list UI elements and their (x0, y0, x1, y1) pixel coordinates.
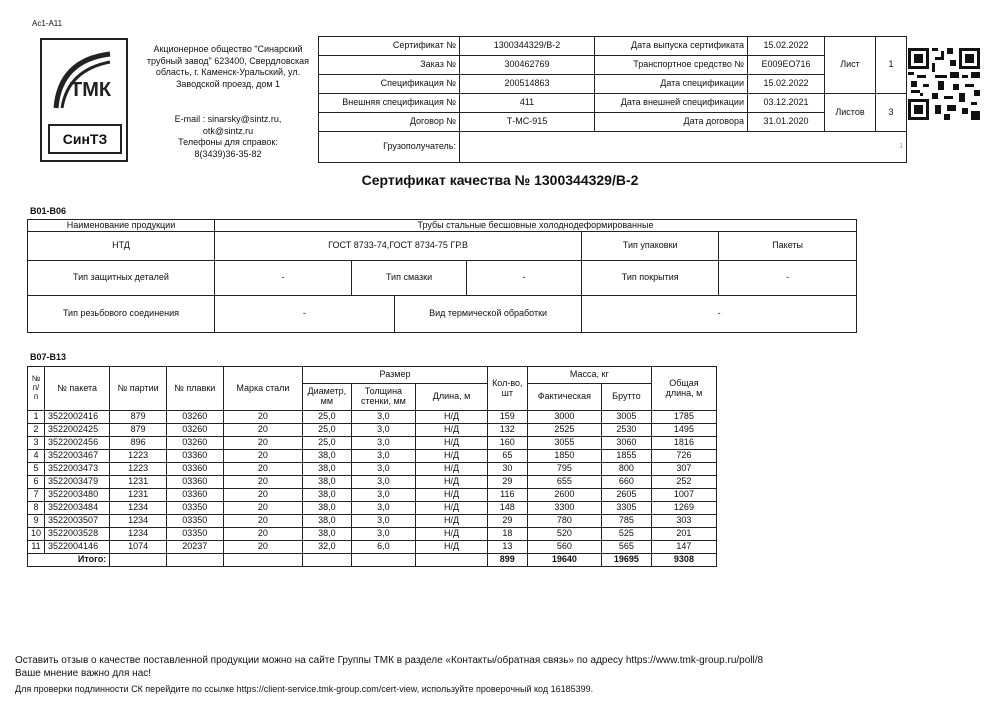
table-cell: 3522003480 (45, 489, 110, 502)
table-cell: 303 (651, 515, 716, 528)
table-cell: 6,0 (351, 541, 416, 554)
table-cell: 8 (28, 502, 45, 515)
table-cell: 520 (527, 528, 601, 541)
col-total-length: Общая длина, м (651, 367, 716, 411)
table-cell: 3,0 (351, 450, 416, 463)
table-cell: 03350 (166, 515, 223, 528)
table-cell: 2530 (601, 424, 651, 437)
thread-value: - (215, 296, 394, 332)
cert-no-value: 1300344329/В-2 (460, 37, 595, 56)
thread-subtable (215, 296, 581, 332)
table-cell: 3060 (601, 437, 651, 450)
thread-label: Тип резьбового соединения (28, 296, 215, 333)
cert-date-label: Дата выпуска сертификата (595, 37, 748, 56)
table-cell: 3,0 (351, 437, 416, 450)
grease-subtable (352, 261, 581, 295)
table-cell: 201 (651, 528, 716, 541)
table-cell: 1231 (110, 489, 167, 502)
table-cell: 3522002425 (45, 424, 110, 437)
table-cell: 147 (651, 541, 716, 554)
table-cell: Н/Д (416, 411, 488, 424)
table-cell: 3005 (601, 411, 651, 424)
table-cell: Н/Д (416, 502, 488, 515)
total-label: Итого: (28, 554, 110, 567)
footer-feedback: Оставить отзыв о качестве поставленной продукции можно на сайте Группы ТМК в разделе «Контакты/обратная связь» по адресу https://www.tmk-group.ru/poll/8 (15, 655, 764, 666)
contract-label: Договор № (319, 113, 460, 132)
table-cell: 159 (487, 411, 527, 424)
col-diameter: Диаметр, мм (303, 384, 351, 411)
footer-verify: Для проверки подлинности СК перейдите по ссылке https://client-service.tmk-group.com/cert-view, используйте проверочный код 16185399. (15, 684, 594, 694)
total-qty: 899 (487, 554, 527, 567)
heat-label: Вид термической обработки (429, 308, 548, 319)
company-logo (40, 38, 128, 162)
table-cell: Н/Д (416, 541, 488, 554)
company-address (140, 44, 316, 91)
table-cell: 7 (28, 489, 45, 502)
table-cell: 252 (651, 476, 716, 489)
certificate-header-table (318, 36, 907, 163)
contact-line: E-mail : sinarsky@sintz.ru, (174, 114, 282, 124)
table-cell: 795 (527, 463, 601, 476)
table-cell: 1231 (110, 476, 167, 489)
table-cell: 3305 (601, 502, 651, 515)
table-cell: 32,0 (303, 541, 351, 554)
table-cell: 38,0 (303, 515, 351, 528)
table-row (28, 437, 717, 450)
table-cell: 879 (110, 411, 167, 424)
table-cell: 1850 (527, 450, 601, 463)
table-cell: 116 (487, 489, 527, 502)
table-cell: 1 (28, 411, 45, 424)
table-cell: 3,0 (351, 424, 416, 437)
table-cell: 20 (223, 476, 302, 489)
table-cell: 2605 (601, 489, 651, 502)
table-cell: Н/Д (416, 424, 488, 437)
order-value: 300462769 (460, 56, 595, 75)
table-cell: 3300 (527, 502, 601, 515)
table-cell: 3522004146 (45, 541, 110, 554)
col-wall: Толщина стенки, мм (351, 384, 416, 411)
table-cell: 25,0 (303, 437, 351, 450)
table-cell: 800 (601, 463, 651, 476)
table-cell: 3522003507 (45, 515, 110, 528)
section2-code: В07-В13 (30, 352, 67, 362)
table-cell: 20 (223, 541, 302, 554)
table-cell: 726 (651, 450, 716, 463)
coat-label: Тип покрытия (582, 261, 719, 296)
table-cell: 38,0 (303, 476, 351, 489)
table-cell: 20 (223, 463, 302, 476)
spec-date-label: Дата спецификации (595, 75, 748, 94)
col-package: № пакета (45, 367, 110, 411)
table-cell: 03260 (166, 424, 223, 437)
table-cell: 03360 (166, 463, 223, 476)
vehicle-label: Транспортное средство № (595, 56, 748, 75)
sheet-label: Лист (825, 37, 876, 94)
table-cell: 38,0 (303, 450, 351, 463)
table-cell: 307 (651, 463, 716, 476)
table-cell: 3522002416 (45, 411, 110, 424)
table-cell: 25,0 (303, 411, 351, 424)
table-cell: 38,0 (303, 528, 351, 541)
table-cell: 03260 (166, 437, 223, 450)
product-name-label: Наименование продукции (28, 220, 215, 232)
batch-rows (28, 411, 717, 554)
cert-no-label: Сертификат № (319, 37, 460, 56)
footer-note: Ваше мнение важно для нас! (15, 668, 152, 679)
contact-line: Телефоны для справок: (178, 137, 278, 148)
table-cell: 20 (223, 411, 302, 424)
total-gross: 19695 (601, 554, 651, 567)
table-cell: 20 (223, 528, 302, 541)
table-cell: 65 (487, 450, 527, 463)
table-cell: 03360 (166, 450, 223, 463)
table-cell: 03350 (166, 528, 223, 541)
grease-label: Тип смазки (352, 261, 467, 295)
table-cell: Н/Д (416, 515, 488, 528)
table-row (28, 463, 717, 476)
table-cell: 20 (223, 515, 302, 528)
table-cell: 3522002456 (45, 437, 110, 450)
col-length: Длина, м (416, 384, 488, 411)
ntd-value: ГОСТ 8733-74,ГОСТ 8734-75 ГР.В (215, 232, 582, 261)
spec-value: 200514863 (460, 75, 595, 94)
table-cell: 20 (223, 502, 302, 515)
product-name: Трубы стальные бесшовные холоднодеформированные (215, 220, 857, 232)
table-row (28, 541, 717, 554)
contact-line: otk@sintz.ru (202, 125, 254, 136)
table-cell: 5 (28, 463, 45, 476)
table-cell: 148 (487, 502, 527, 515)
table-row (28, 450, 717, 463)
logo-top-text: ТМК (70, 79, 112, 101)
spec-label: Спецификация № (319, 75, 460, 94)
table-cell: 785 (601, 515, 651, 528)
table-cell: 6 (28, 476, 45, 489)
table-row (28, 424, 717, 437)
sheet-value: 1 (876, 37, 907, 94)
pack-type-label: Тип упаковки (582, 232, 719, 261)
table-cell: 3,0 (351, 476, 416, 489)
table-cell: 3,0 (351, 502, 416, 515)
col-mass-gross: Брутто (601, 384, 651, 411)
table-cell: 1234 (110, 502, 167, 515)
sheets-label: Листов (825, 94, 876, 132)
table-cell: 1223 (110, 463, 167, 476)
ext-spec-label: Внешняя спецификация № (319, 94, 460, 113)
table-cell: 3522003473 (45, 463, 110, 476)
col-melt: № плавки (166, 367, 223, 411)
vehicle-value: Е009ЕО716 (748, 56, 825, 75)
sheets-value: 3 (876, 94, 907, 132)
table-cell: Н/Д (416, 476, 488, 489)
table-cell: 560 (527, 541, 601, 554)
table-cell: 4 (28, 450, 45, 463)
order-label: Заказ № (319, 56, 460, 75)
table-row (28, 411, 717, 424)
ext-spec-value: 411 (460, 94, 595, 113)
table-cell: 03260 (166, 411, 223, 424)
table-cell: 11 (28, 541, 45, 554)
total-length: 9308 (651, 554, 716, 567)
company-line: Заводской проезд, дом 1 (175, 79, 281, 90)
table-cell: 132 (487, 424, 527, 437)
table-cell: 9 (28, 515, 45, 528)
col-qty: Кол-во, шт (487, 367, 527, 411)
table-cell: Н/Д (416, 528, 488, 541)
table-cell: 660 (601, 476, 651, 489)
table-cell: 896 (110, 437, 167, 450)
table-cell: 160 (487, 437, 527, 450)
tmk-logo-mark (48, 46, 118, 116)
table-cell: 1074 (110, 541, 167, 554)
table-row (28, 502, 717, 515)
table-cell: 03360 (166, 489, 223, 502)
table-cell: 565 (601, 541, 651, 554)
cert-date-value: 15.02.2022 (748, 37, 825, 56)
table-cell: 29 (487, 515, 527, 528)
page-title: Сертификат качества № 1300344329/В-2 (361, 172, 639, 188)
company-contacts (140, 114, 316, 161)
consignee-value: 1 (460, 132, 907, 163)
table-cell: 03360 (166, 476, 223, 489)
table-cell: 20 (223, 437, 302, 450)
table-cell: 3522003484 (45, 502, 110, 515)
table-cell: 655 (527, 476, 601, 489)
table-cell: 20 (223, 424, 302, 437)
table-cell: Н/Д (416, 437, 488, 450)
table-cell: 3055 (527, 437, 601, 450)
table-cell: 3522003479 (45, 476, 110, 489)
table-cell: 38,0 (303, 502, 351, 515)
contract-value: Т-МС-915 (460, 113, 595, 132)
company-line: трубный завод" 623400, Свердловская (146, 55, 310, 66)
ntd-label: НТД (28, 232, 215, 261)
table-cell: 1234 (110, 515, 167, 528)
table-cell: 20 (223, 489, 302, 502)
table-cell: 1269 (651, 502, 716, 515)
ext-spec-date-value: 03.12.2021 (748, 94, 825, 113)
table-cell: 2600 (527, 489, 601, 502)
table-cell: 18 (487, 528, 527, 541)
table-cell: 3000 (527, 411, 601, 424)
table-cell: Н/Д (416, 450, 488, 463)
table-cell: 3,0 (351, 463, 416, 476)
table-cell: 20 (223, 450, 302, 463)
table-cell: 1234 (110, 528, 167, 541)
table-row (28, 476, 717, 489)
table-cell: 1785 (651, 411, 716, 424)
logo-name: СинТЗ (48, 124, 122, 154)
table-row (28, 489, 717, 502)
col-num: № п/ п (28, 367, 45, 411)
col-steel: Марка стали (223, 367, 302, 411)
ext-spec-date-label: Дата внешней спецификации (595, 94, 748, 113)
product-info-table (27, 219, 857, 333)
table-row (28, 515, 717, 528)
table-cell: 38,0 (303, 463, 351, 476)
table-cell: 10 (28, 528, 45, 541)
contact-line: 8(3439)36-35-82 (194, 149, 262, 160)
table-cell: 30 (487, 463, 527, 476)
table-cell: 3522003528 (45, 528, 110, 541)
table-cell: 525 (601, 528, 651, 541)
table-cell: 03350 (166, 502, 223, 515)
table-cell: 3522003467 (45, 450, 110, 463)
col-batch: № партии (110, 367, 167, 411)
table-cell: 1816 (651, 437, 716, 450)
coat-value: - (719, 261, 857, 296)
company-line: область, г. Каменск-Уральский, ул. (155, 67, 301, 78)
table-cell: 2525 (527, 424, 601, 437)
contract-date-value: 31.01.2020 (748, 113, 825, 132)
table-cell: 3,0 (351, 411, 416, 424)
protect-value: - (215, 261, 352, 296)
table-cell: Н/Д (416, 463, 488, 476)
table-cell: 3,0 (351, 528, 416, 541)
table-cell: 25,0 (303, 424, 351, 437)
table-cell: 1007 (651, 489, 716, 502)
table-cell: 3,0 (351, 489, 416, 502)
table-cell: 1855 (601, 450, 651, 463)
table-cell: 780 (527, 515, 601, 528)
grease-value: - (522, 272, 526, 283)
corner-mark: Ac1-A11 (32, 19, 63, 28)
table-cell: 1495 (651, 424, 716, 437)
spec-date-value: 15.02.2022 (748, 75, 825, 94)
table-row (28, 528, 717, 541)
company-line: Акционерное общество "Синарский (153, 44, 303, 54)
col-size: Размер (303, 367, 488, 384)
batch-table (27, 366, 717, 567)
consignee-label: Грузополучатель: (319, 132, 460, 163)
total-actual: 19640 (527, 554, 601, 567)
protect-label: Тип защитных деталей (28, 261, 215, 296)
col-mass-actual: Фактическая (527, 384, 601, 411)
table-cell: 20237 (166, 541, 223, 554)
table-cell: 38,0 (303, 489, 351, 502)
table-cell: 29 (487, 476, 527, 489)
col-mass: Масса, кг (527, 367, 651, 384)
pack-type-value: Пакеты (719, 232, 857, 261)
table-cell: 879 (110, 424, 167, 437)
table-cell: 13 (487, 541, 527, 554)
table-cell: 3,0 (351, 515, 416, 528)
qr-code (908, 48, 980, 120)
table-cell: Н/Д (416, 489, 488, 502)
table-cell: 2 (28, 424, 45, 437)
table-cell: 3 (28, 437, 45, 450)
section1-code: В01-В06 (30, 206, 67, 216)
heat-value: - (582, 296, 857, 333)
contract-date-label: Дата договора (595, 113, 748, 132)
table-cell: 1223 (110, 450, 167, 463)
